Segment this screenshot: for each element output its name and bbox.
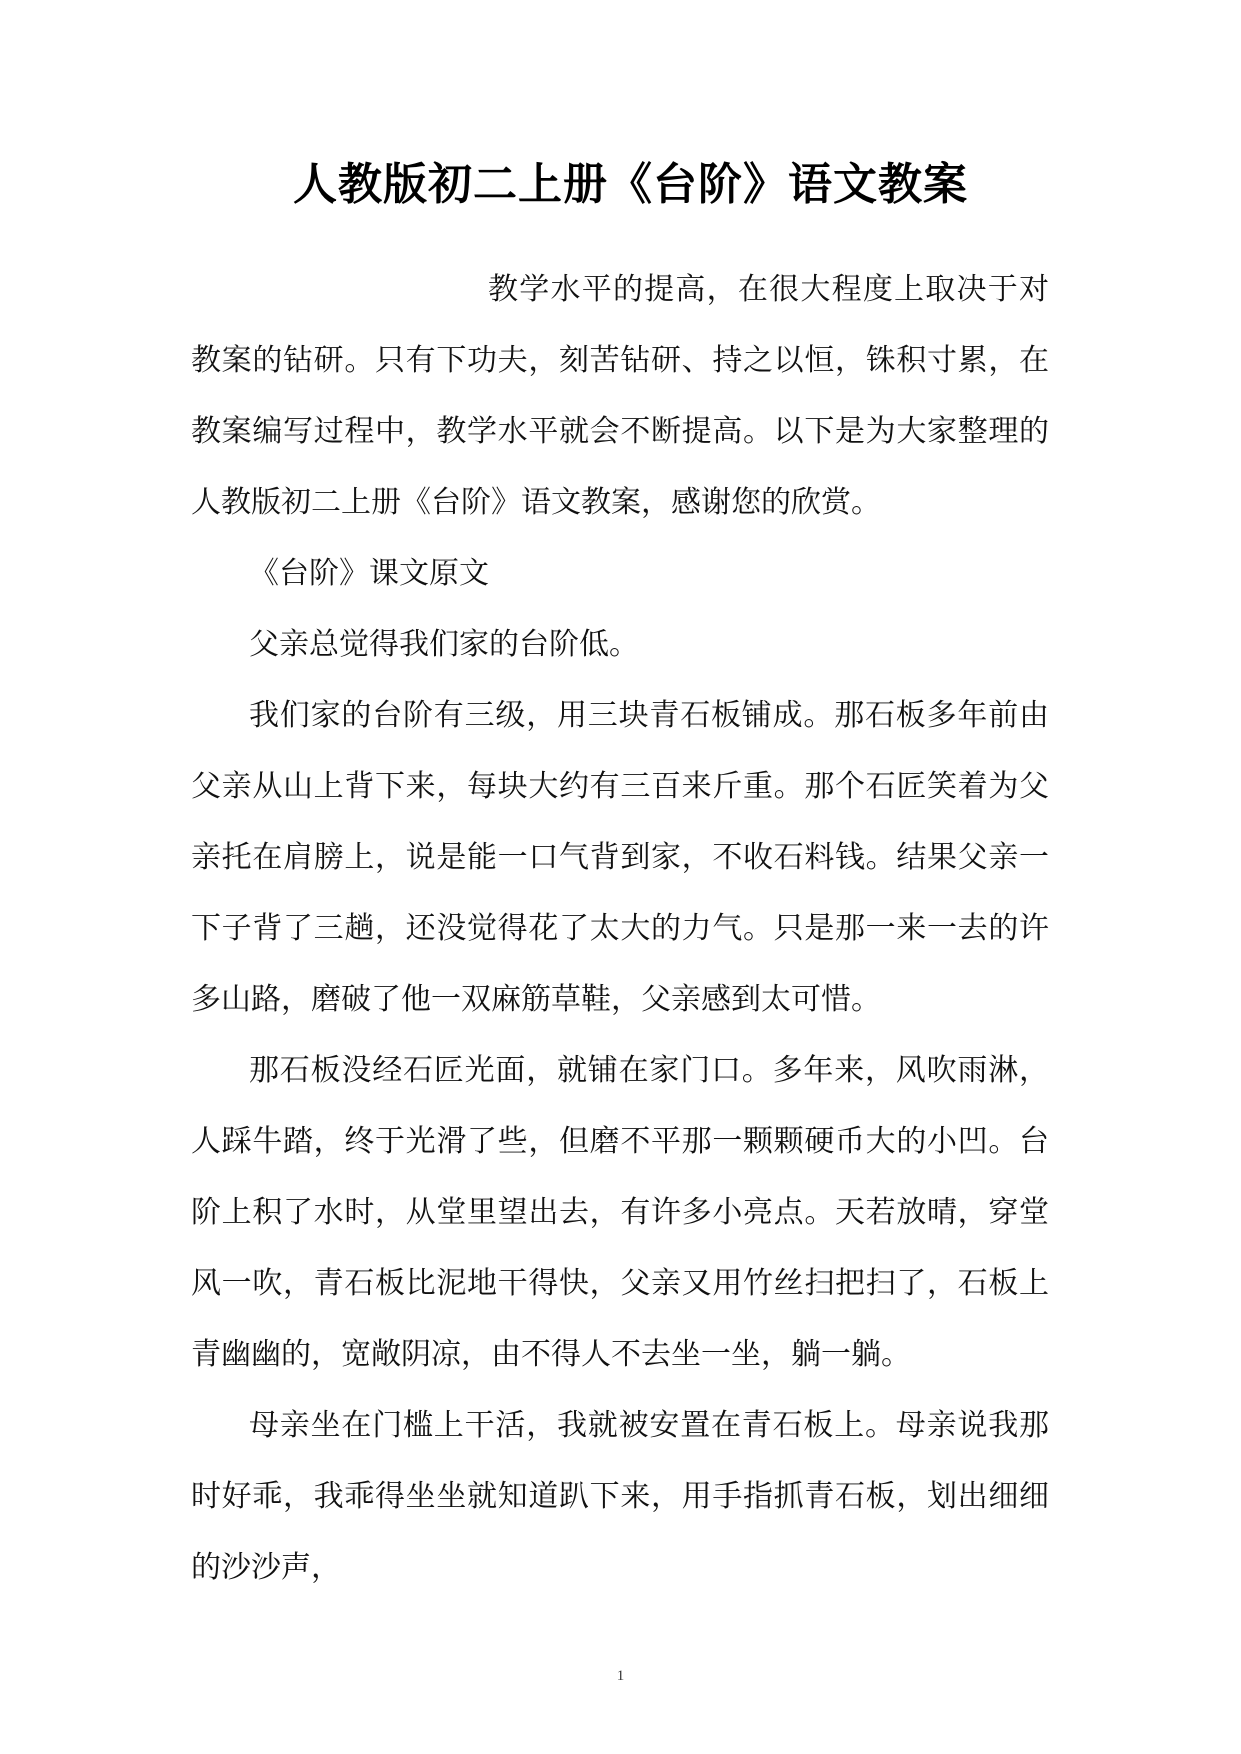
document-body: [191, 254, 1049, 1603]
body-paragraph: 那石板没经石匠光面，就铺在家门口。多年来，风吹雨淋，人踩牛踏，终于光滑了些，但磨不平那一颗颗硬币大的小凹。台阶上积了水时，从堂里望出去，有许多小亮点。天若放晴，穿堂风一吹，青石板比泥地干得快，父亲又用竹丝扫把扫了，石板上青幽幽的，宽敞阴凉，由不得人不去坐一坐，躺一躺。: [191, 1053, 1049, 1372]
body-paragraph: 我们家的台阶有三级，用三块青石板铺成。那石板多年前由父亲从山上背下来，每块大约有三百来斤重。那个石匠笑着为父亲托在肩膀上，说是能一口气背到家，不收石料钱。结果父亲一下子背了三趟，还没觉得花了太大的力气。只是那一来一去的许多山路，磨破了他一双麻筋草鞋，父亲感到太可惜。: [191, 698, 1049, 1017]
body-paragraph: 父亲总觉得我们家的台阶低。: [249, 627, 639, 662]
document-title: 人教版初二上册《台阶》语文教案: [293, 159, 968, 210]
section-heading: 《台阶》课文原文: [249, 556, 489, 591]
body-paragraph: 母亲坐在门槛上干活，我就被安置在青石板上。母亲说我那时好乖，我乖得坐坐就知道趴下来，用手指抓青石板，划出细细的沙沙声，: [191, 1408, 1049, 1585]
intro-paragraph: 教学水平的提高，在很大程度上取决于对教案的钻研。只有下功夫，刻苦钻研、持之以恒，铢积寸累，在教案编写过程中，教学水平就会不断提高。以下是为大家整理的人教版初二上册《台阶》语文教案，感谢您的欣赏。: [191, 272, 1049, 520]
page-number: 1: [616, 1668, 625, 1684]
